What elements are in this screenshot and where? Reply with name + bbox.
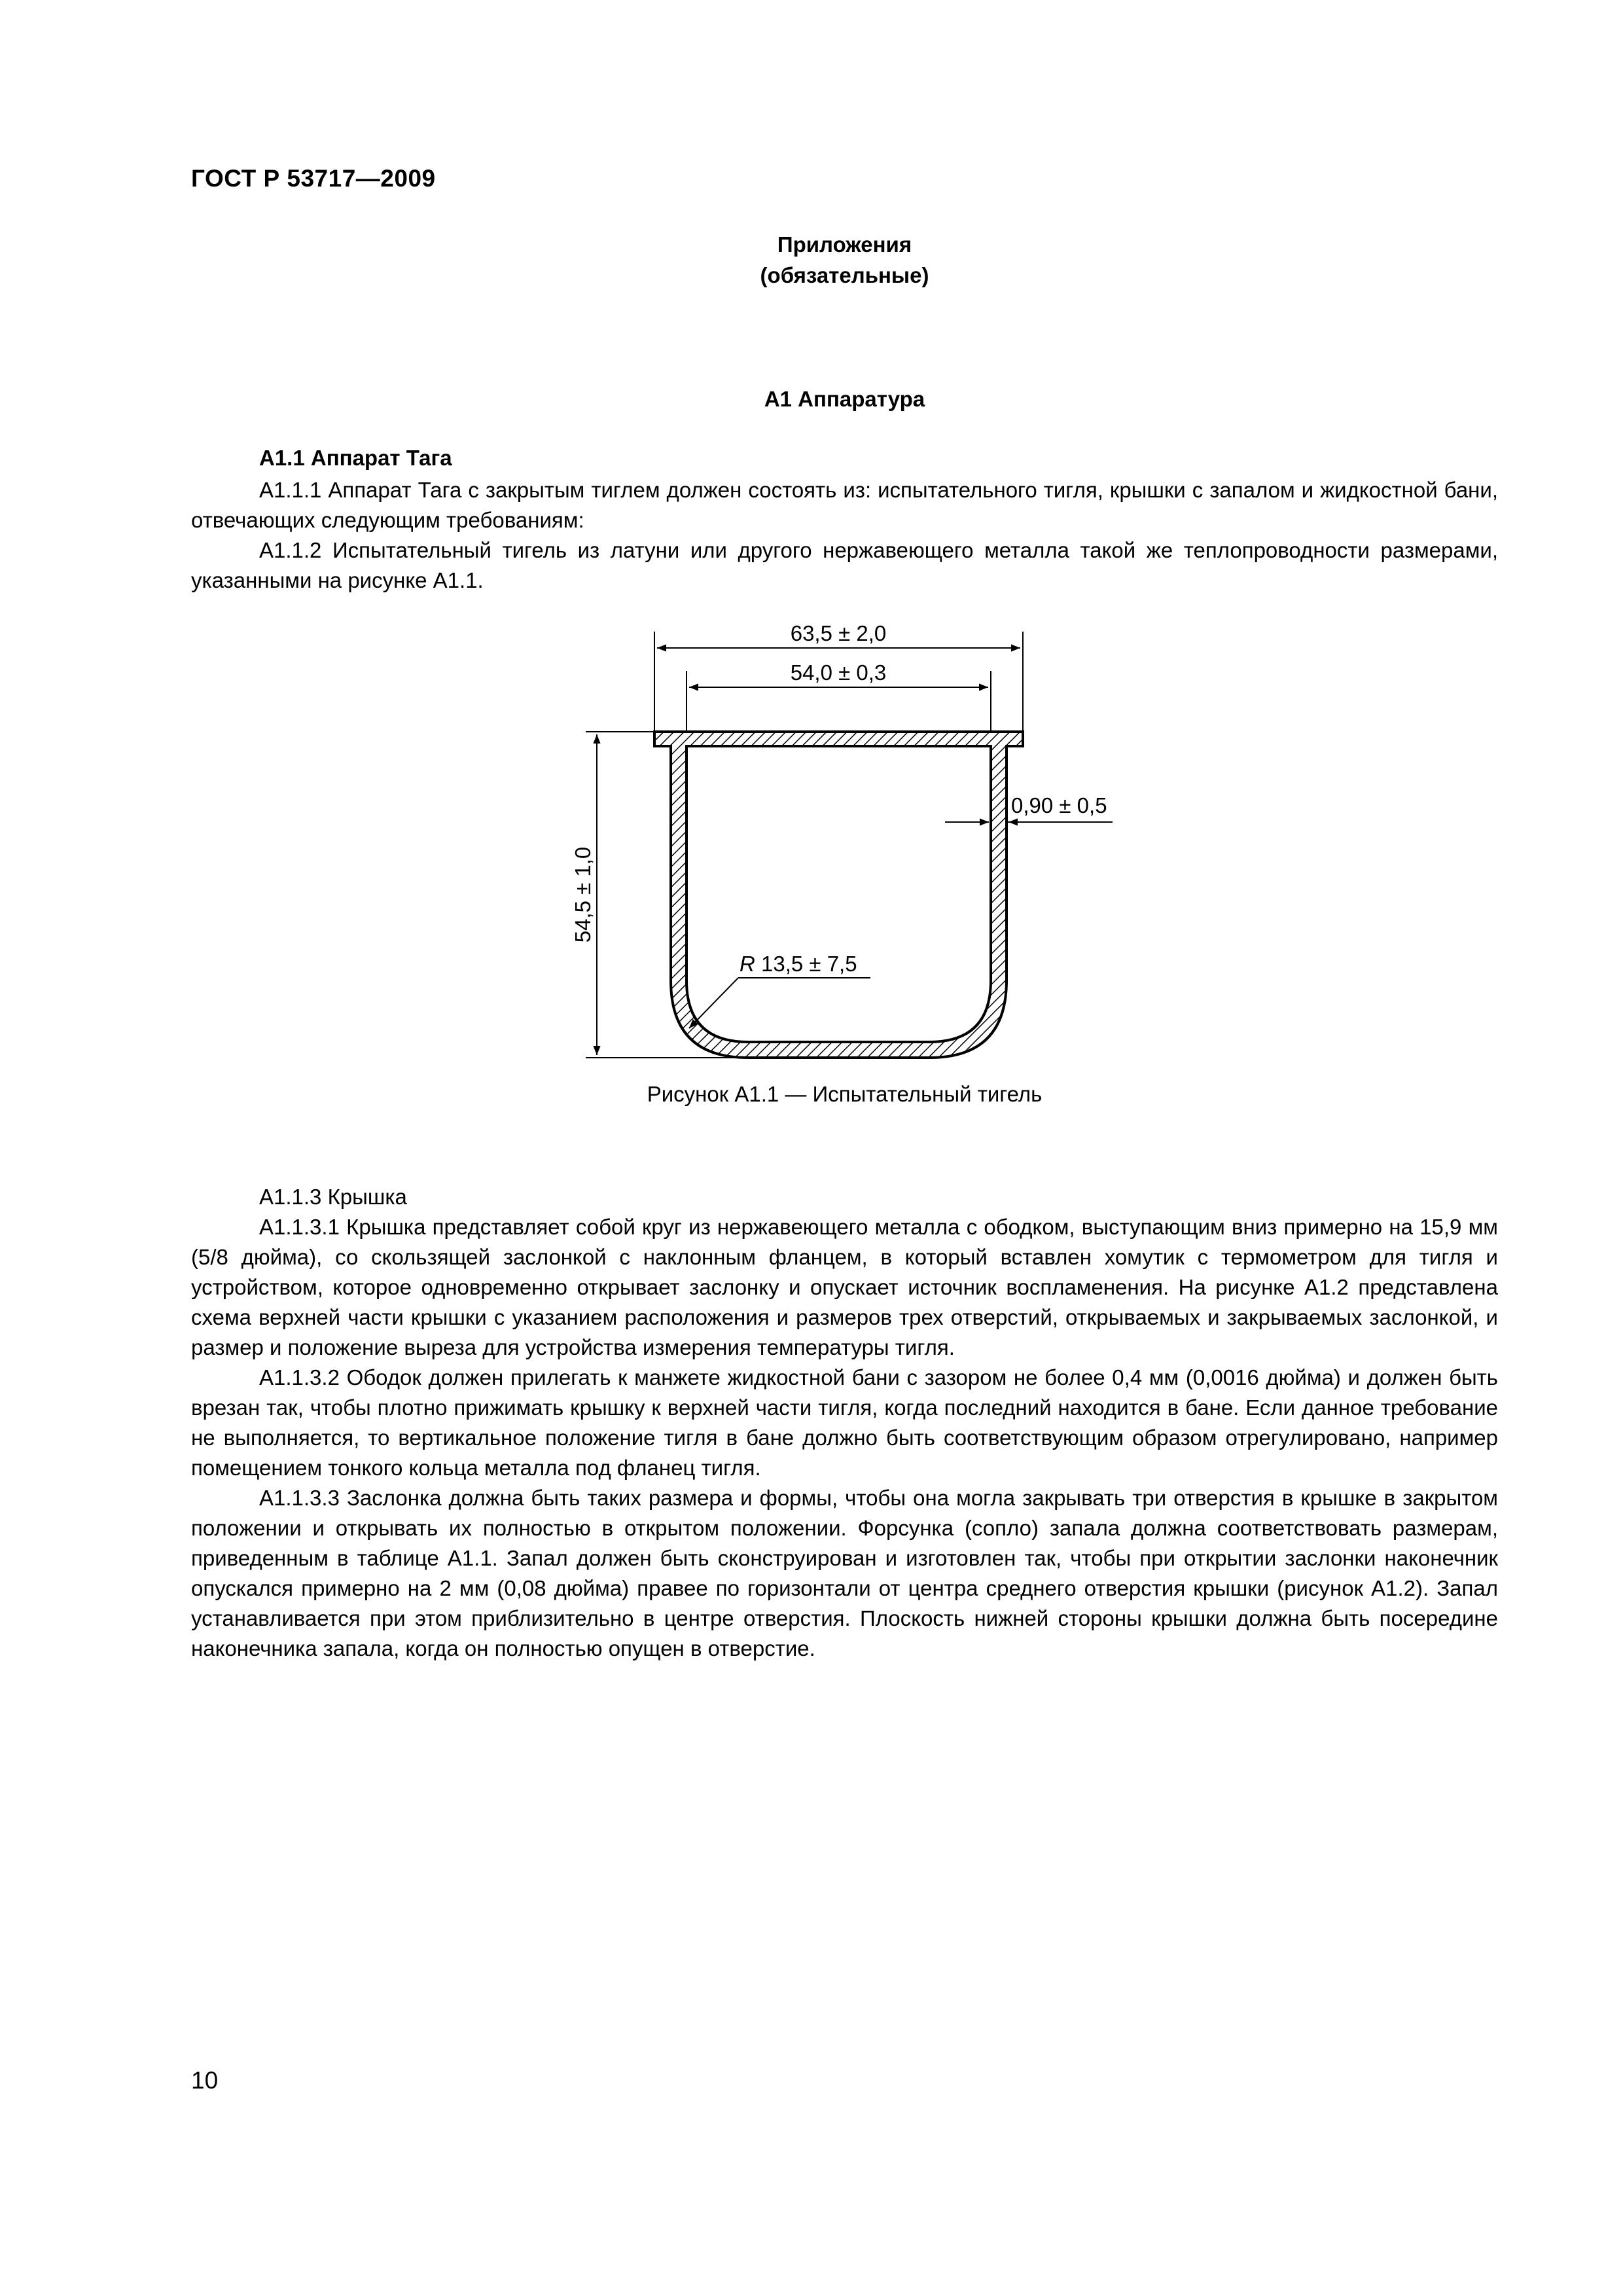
crucible-section <box>654 732 1023 1058</box>
appendix-subtitle: (обязательные) <box>760 263 929 287</box>
document-id-header: ГОСТ Р 53717—2009 <box>191 165 436 192</box>
dimension-inner-width: 54,0 ± 0,3 <box>790 660 887 685</box>
paragraph: А1.1.3.3 Заслонка должна быть таких размера и формы, чтобы она могла закрывать три отверстия в крышке в закрытом положении и открывать их полностью в открытом положении. Форсунка (сопло) запала должна соответствовать размерам, приведенным в таблице А1.1. Запал должен быть сконструирован и изготовлен так, чтобы при открытии заслонки наконечник опускался примерно на 2 мм (0,08 дюйма) правее по горизонтали от центра среднего отверстия крышки (рисунок А1.2). Запал устанавливается при этом приблизительно в центре отверстия. Плоскость нижней стороны крышки должна быть посередине наконечника запала, когда он полностью опущен в отверстие. <box>191 1486 1498 1660</box>
dimension-radius <box>740 952 857 976</box>
appendix-title: Приложения <box>777 232 912 257</box>
figure-caption: Рисунок А1.1 — Испытательный тигель <box>647 1082 1043 1106</box>
text-block-after-figure <box>191 1182 1498 1664</box>
subsection-title: А1.1 Аппарат Тага <box>259 446 452 470</box>
paragraph: А1.1.2 Испытательный тигель из латуни или другого нержавеющего металла такой же теплопроводности размерами, указанными на рисунке А1.1. <box>191 538 1498 592</box>
section-title: А1 Аппаратура <box>764 387 925 411</box>
page-number: 10 <box>191 2067 219 2094</box>
paragraph: А1.1.3 Крышка <box>259 1185 407 1209</box>
paragraph: А1.1.3.1 Крышка представляет собой круг из нержавеющего металла с ободком, выступающим вниз примерно на 15,9 мм (5/8 дюйма), со скользящей заслонкой с наклонным фланцем, в который вставлен хомутик с термометром для тигля и устройством, которое одновременно открывает заслонку и опускает источник воспламенения. На рисунке А1.2 представлена схема верхней части крышки с указанием расположения и размеров трех отверстий, открываемых и закрываемых заслонкой, и размер и положение выреза для устройства измерения температуры тигля. <box>191 1215 1498 1359</box>
radius-value: 13,5 ± 7,5 <box>755 952 857 976</box>
radius-letter: R <box>740 952 755 976</box>
crucible-drawing <box>0 0 1623 1113</box>
paragraph: А1.1.3.2 Ободок должен прилегать к манжете жидкостной бани с зазором не более 0,4 мм (0,0016 дюйма) и должен быть врезан так, чтобы плотно прижимать крышку к верхней части тигля, когда последний находится в бане. Если данное требование не выполняется, то вертикальное положение тигля в бане должно быть соответствующим образом отрегулировано, например помещением тонкого кольца металла под фланец тигля. <box>191 1365 1498 1480</box>
dimension-outer-width: 63,5 ± 2,0 <box>790 621 887 645</box>
paragraph: А1.1.1 Аппарат Тага с закрытым тиглем должен состоять из: испытательного тигля, крышки с запалом и жидкостной бани, отвечающих следующим требованиям: <box>191 478 1498 532</box>
dimension-arrow-radius <box>689 978 738 1028</box>
dimension-wall: 0,90 ± 0,5 <box>1011 793 1107 817</box>
dimension-height: 54,5 ± 1,0 <box>571 846 595 943</box>
